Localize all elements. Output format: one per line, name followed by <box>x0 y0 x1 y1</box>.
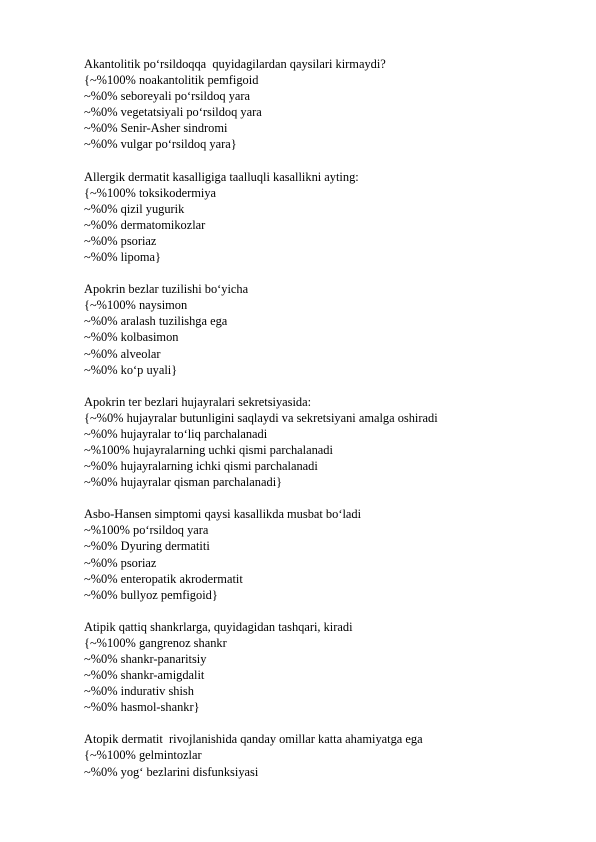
answer-option: ~%0% hujayralar to‘liq parchalanadi <box>84 426 268 441</box>
answer-option: ~%100% po‘rsildoq yara <box>84 523 209 538</box>
answer-option: ~%0% ko‘p uyali} <box>84 362 178 377</box>
document-page <box>84 56 574 796</box>
question-block <box>84 281 574 378</box>
question-prompt: Apokrin bezlar tuzilishi bo‘yicha <box>84 282 249 297</box>
answer-option: {~%100% gangrenoz shankr <box>84 635 227 650</box>
answer-option: ~%0% psoriaz <box>84 233 157 248</box>
answer-option: ~%0% psoriaz <box>84 555 157 570</box>
answer-option: {~%100% gelmintozlar <box>84 748 202 763</box>
answer-option: ~%0% seboreyali po‘rsildoq yara <box>84 89 251 104</box>
answer-option: ~%0% enteropatik akrodermatit <box>84 571 243 586</box>
answer-option: ~%0% dermatomikozlar <box>84 217 206 232</box>
question-prompt: Asbo-Hansen simptomi qaysi kasallikda musbat bo‘ladi <box>84 507 362 522</box>
question-block <box>84 394 574 491</box>
question-prompt: Allergik dermatit kasalligiga taalluqli kasallikni ayting: <box>84 169 359 184</box>
question-block <box>84 169 574 266</box>
answer-option: ~%0% lipoma} <box>84 250 161 265</box>
question-block <box>84 731 574 779</box>
question-block <box>84 506 574 603</box>
answer-option: ~%0% hasmol-shankr} <box>84 700 200 715</box>
answer-option: ~%0% Senir-Asher sindromi <box>84 121 228 136</box>
answer-option: ~%0% qizil yugurik <box>84 201 185 216</box>
answer-option: ~%0% indurativ shish <box>84 684 194 699</box>
answer-option: ~%0% hujayralarning ichki qismi parchalanadi <box>84 459 318 474</box>
question-prompt: Atopik dermatit rivojlanishida qanday omillar katta ahamiyatga ega <box>84 732 423 747</box>
answer-option: ~%0% yog‘ bezlarini disfunksiyasi <box>84 764 259 779</box>
question-block <box>84 56 574 153</box>
answer-option: {~%0% hujayralar butunligini saqlaydi va sekretsiyani amalga oshiradi <box>84 410 438 425</box>
answer-option: {~%100% toksikodermiya <box>84 185 217 200</box>
question-prompt: Akantolitik po‘rsildoqqa quyidagilardan qaysilari kirmaydi? <box>84 57 386 71</box>
question-prompt: Apokrin ter bezlari hujayralari sekretsiyasida: <box>84 394 312 409</box>
answer-option: ~%0% kolbasimon <box>84 330 179 345</box>
question-prompt: Atipik qattiq shankrlarga, quyidagidan tashqari, kiradi <box>84 619 353 634</box>
answer-option: ~%0% aralash tuzilishga ega <box>84 314 228 329</box>
answer-option: ~%0% shankr-panaritsiy <box>84 652 207 666</box>
answer-option: ~%100% hujayralarning uchki qismi parchalanadi <box>84 442 333 457</box>
answer-option: ~%0% vulgar po‘rsildoq yara} <box>84 137 237 152</box>
answer-option: {~%100% noakantolitik pemfigoid <box>84 73 259 88</box>
answer-option: {~%100% naysimon <box>84 298 188 313</box>
answer-option: ~%0% alveolar <box>84 346 161 361</box>
answer-option: ~%0% vegetatsiyali po‘rsildoq yara <box>84 105 262 120</box>
question-block <box>84 619 574 716</box>
answer-option: ~%0% shankr-amigdalit <box>84 668 205 683</box>
answer-option: ~%0% bullyoz pemfigoid} <box>84 587 218 602</box>
answer-option: ~%0% hujayralar qisman parchalanadi} <box>84 475 283 490</box>
answer-option: ~%0% Dyuring dermatiti <box>84 539 210 554</box>
